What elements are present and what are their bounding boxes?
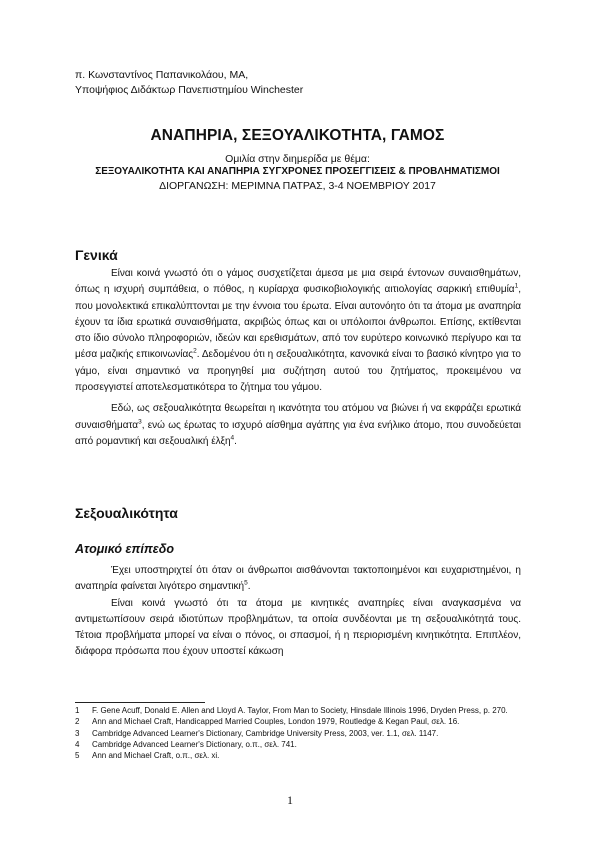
text-run: , που μονολεκτικά επικαλύπτονται με την έννοια του έρωτα. Είναι αυτονόητο ότι τα άτομα με αναπηρία έχουν τα ίδια ερωτικά συναισθήματα, ακριβώς όπως και οι υπόλοιποι άνθρωποι. Επίσης, εκτίθενται στο ίδιο σύνολο πληροφοριών, ιδεών και ερεθισμάτων, από τον ευρύτερο κοινωνικό περίγυρο και τα μέσα μαζικής επικοινωνίας	[75, 284, 521, 361]
footnote-number: 3	[75, 728, 80, 738]
page-number: 1	[287, 793, 293, 807]
footnote-ref[interactable]: 2	[193, 348, 197, 356]
subtitle-line-2: ΣΕΞΟΥΑΛΙΚΟΤΗΤΑ ΚΑΙ ΑΝΑΠΗΡΙΑ ΣΥΓΧΡΟΝΕΣ ΠΡΟΣΕΓΓΙΣΕΙΣ & ΠΡΟΒΛΗΜΑΤΙΣΜΟΙ	[95, 166, 500, 177]
footnote-ref[interactable]: 4	[230, 434, 235, 442]
footnote-text: Cambridge Advanced Learner's Dictionary, ο.π., σελ. 741.	[92, 739, 297, 749]
footnote-text: Ann and Michael Craft, Handicapped Married Couples, London 1979, Routledge & Kegan Paul, σελ. 16.	[92, 717, 460, 727]
text-run: .	[247, 581, 251, 593]
text-run: Έχει υποστηριχτεί ότι όταν οι άνθρωποι αισθάνονται τακτοποιημένοι και ευχαριστημένοι, η αναπηρία φαίνεται λιγότερο σημαντική	[75, 565, 521, 593]
footnote-number: 5	[75, 751, 80, 761]
footnote-item	[75, 739, 521, 750]
author-affiliation: Υποψήφιος Διδάκτωρ Πανεπιστημίου Winchester	[75, 84, 304, 96]
footnote-text: Cambridge Advanced Learner's Dictionary, Cambridge University Press, 2003, ver. 1.1, σελ. 1147.	[92, 728, 439, 738]
footnote-text: F. Gene Acuff, Donald E. Allen and Lloyd A. Taylor, From Man to Society, Hinsdale Illinois 1996, Dryden Press, p. 270.	[92, 706, 508, 715]
footnote-text: Ann and Michael Craft, ο.π., σελ. xi.	[92, 751, 220, 761]
footnote-item	[75, 716, 521, 727]
paragraph	[75, 266, 521, 396]
paragraph	[75, 563, 521, 596]
subtitle-line-1: Ομιλία στην διημερίδα με θέμα:	[225, 153, 370, 165]
text-run: Εδώ, ως σεξουαλικότητα θεωρείται η ικανότητα του ατόμου να βιώνει ή να εκφράζει ερωτικά συναισθήματα	[75, 403, 521, 431]
footnote-ref[interactable]: 5	[244, 579, 248, 587]
document-title: ΑΝΑΠΗΡΙΑ, ΣΕΞΟΥΑΛΙΚΟΤΗΤΑ, ΓΑΜΟΣ	[150, 127, 445, 144]
footnote-item	[75, 750, 521, 761]
footnote-item	[75, 728, 521, 739]
subsection-heading-individual: Ατομικό επίπεδο	[75, 542, 174, 556]
paragraph: Είναι κοινά γνωστό ότι τα άτομα με κινητικές αναπηρίες είναι αναγκασμένα να αντιμετωπίσουν σειρά ιδιοτύπων προβλημάτων, τα οποία συνδέονται με τη σεξουαλικότητά τους. Τέτοια προβλήματα μπορεί να είναι ο πόνος, οι σπασμοί, ή η περιορισμένη κινητικότητα. Επιπλέον, διάφορα πρόσωπα που έχουν υποστεί κάκωση	[75, 597, 521, 658]
footnote-number: 4	[75, 739, 80, 749]
footnote-ref[interactable]: 3	[138, 418, 142, 426]
subtitle-line-3: ΔΙΟΡΓΑΝΩΣΗ: ΜΕΡΙΜΝΑ ΠΑΤΡΑΣ, 3-4 ΝΟΕΜΒΡΙΟΥ 2017	[159, 180, 436, 192]
section-sexuality-body	[75, 563, 521, 666]
footnotes	[75, 705, 521, 761]
text-run: Είναι κοινά γνωστό ότι ο γάμος συσχετίζεται άμεσα με μια σειρά έντονων συναισθημάτων, όπως η ισχυρή συμπάθεια, ο πόθος, η κυρίαρχα φυσικοβιολογικής αιτιολογίας σαρκική επιθυμία	[75, 268, 521, 296]
text-run: .	[234, 435, 237, 447]
footnote-number: 1	[75, 706, 80, 715]
footnote-ref[interactable]: 1	[514, 282, 519, 290]
footnote-item	[75, 705, 521, 716]
footnote-separator	[75, 702, 205, 703]
text-run: , ενώ ως έρωτας το ισχυρό αίσθημα αγάπης για ένα ενήλικο άτομο, που συνοδεύεται από ρομαντική και σεξουαλική έλξη	[75, 419, 521, 447]
section-heading-sexuality: Σεξουαλικότητα	[75, 505, 178, 521]
footnote-number: 2	[75, 717, 80, 727]
author-name: π. Κωνσταντίνος Παπανικολάου, ΜΑ,	[75, 69, 249, 81]
text-run: . Δεδομένου ότι η σεξουαλικότητα, κανονικά είναι το βασικό κίνητρο για το γάμο, είναι σημαντικό να προηγηθεί μια συζήτηση αυτού του ζητήματος, προκειμένου να προσεγγιστεί αποτελεσματικότερα το ζήτημα του γάμου.	[75, 349, 521, 394]
author-block	[75, 68, 303, 98]
section-heading-general: Γενικά	[75, 247, 118, 263]
paragraph	[75, 401, 521, 450]
section-general-body	[75, 266, 521, 455]
